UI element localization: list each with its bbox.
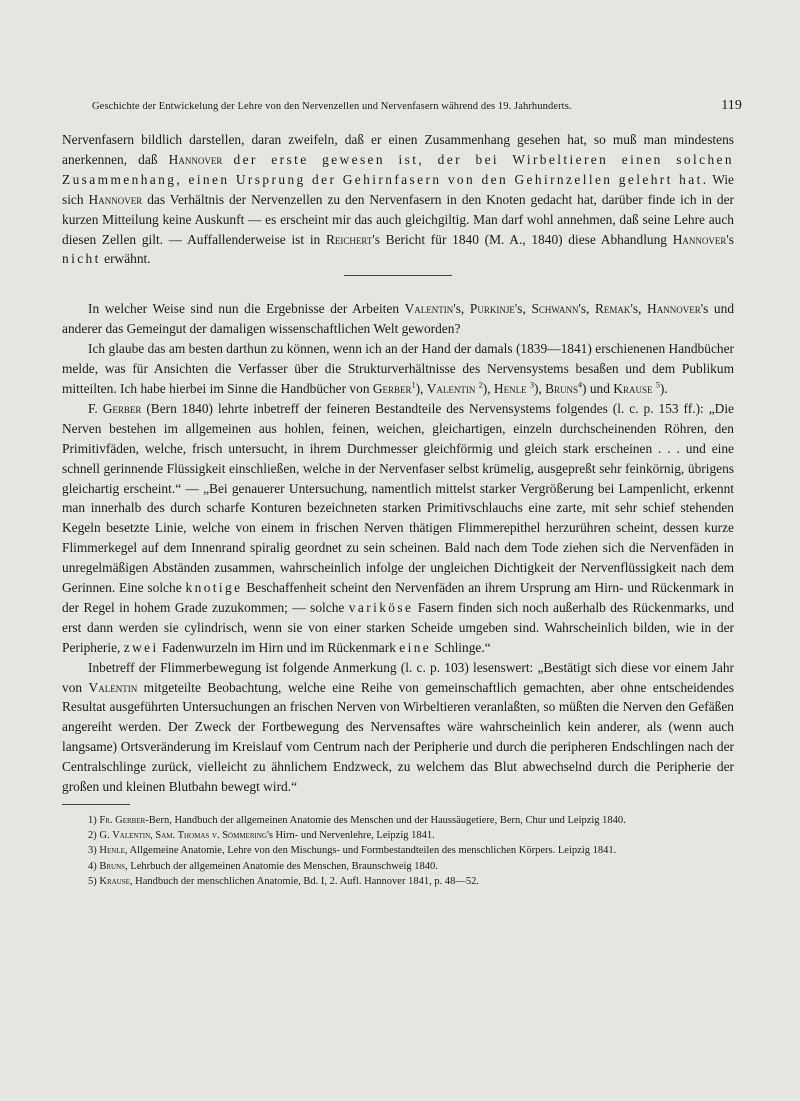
author-name: Hannover [647, 301, 701, 317]
author-name: Henle [493, 380, 527, 396]
paragraph-3: Ich glaube das am besten darthun zu können, wenn ich an der Hand der damals (1839—1841) erschienenen Handbücher melde, was für Ansichten die Verfasser über die Strukturverhältnisse des Nervensystems besaßen und dem Publikum mitteilten. Ich habe hierbei im Sinne die Handbücher von Gerber$^1$), Valentin $^2$), Henle $^3$), Bruns$^4$) und Krause $^5$). [62, 341, 734, 396]
footnotes [62, 813, 734, 889]
running-title: Geschichte der Entwickelung der Lehre von den Nervenzellen und Nervenfasern während des 19. Jahrhunderts. [92, 101, 572, 112]
author-name: Hannover [168, 151, 223, 167]
emphasis-text: der erste gewesen ist, der bei Wirbeltieren einen solchen Zusammenhang, einen Ursprung der Gehirnfasern von den Gehirnzellen gelehrt hat. [62, 151, 734, 187]
footnote-ref: 5 [655, 380, 660, 390]
footnote: 3) Henle, Allgemeine Anatomie, Lehre von den Mischungs- und Formbestandteilen des menschlichen Körpers. Leipzig 1841. [88, 845, 617, 857]
footnote: 4) Bruns, Lehrbuch der allgemeinen Anatomie des Menschen, Braunschweig 1840. [88, 860, 438, 872]
author-name: Gerber [372, 380, 412, 396]
body-text [62, 130, 734, 889]
author-name: Remak [595, 301, 631, 317]
paragraph-2: In welcher Weise sind nun die Ergebnisse der Arbeiten Valentin's, Purkinje's, Schwann's, Remak's, Hannover's und anderer das Gemeingut der damaligen wissenschaftlichen Welt geworden? [62, 301, 735, 337]
author-name: Purkinje [469, 301, 515, 317]
footnote-ref: 1 [411, 380, 416, 390]
paragraph-5: Inbetreff der Flimmerbewegung ist folgende Anmerkung (l. c. p. 103) lesenswert: „Bestätigt sich diese vor einem Jahr von Valentin mitgeteilte Beobachtung, welche eine Reihe von gemeinschaftlich gemachten, aber ohne entscheidendes Resultat ausgeführten Untersuchungen an frischen Nerven von Wirbeltieren veranlaßten, so müßten die Nerven den Gefäßen angereiht werden. Der Zweck der Fortbewegung des Nervensaftes wäre wahrscheinlich kein anderer, als (wenn auch langsame) Ortsveränderung im Kreislauf vom Centrum nach der Peripherie und durch die peripheren Endschlingen nach der Centralschlinge zurück, vielleicht zu ähnlichem Endzweck, zu welchem das Blut abwechselnd durch die Peripherie der großen und kleinen Blutbahn bewegt wird.“ [62, 659, 734, 795]
author-name: Reichert [325, 231, 373, 247]
author-name: Hannover [88, 191, 143, 207]
footnote: 5) Krause, Handbuch der menschlichen Anatomie, Bd. I, 2. Aufl. Hannover 1841, p. 48—52. [88, 875, 479, 887]
page-number: 119 [721, 98, 742, 113]
footnote-divider [62, 804, 130, 805]
emphasis-text: eine [399, 639, 432, 655]
footnote: 2) G. Valentin, Sam. Thomas v. Sömmering's Hirn- und Nervenlehre, Leipzig 1841. [88, 830, 435, 842]
author-name: Valentin [404, 301, 454, 317]
emphasis-text: zwei [123, 639, 159, 655]
author-name: Hannover [672, 231, 727, 247]
author-name: Gerber [102, 400, 142, 416]
author-name: Valentin [88, 679, 138, 695]
footnote: 1) Fr. Gerber-Bern, Handbuch der allgemeinen Anatomie des Menschen und der Haussäugetiere, Bern, Chur und Leipzig 1840. [88, 815, 626, 826]
emphasis-text: variköse [348, 599, 414, 615]
author-name: Bruns [545, 380, 579, 396]
footnote-ref: 3 [529, 380, 534, 390]
footnote-ref: 2 [478, 380, 483, 390]
emphasis-text: knotige [185, 580, 243, 596]
author-name: Krause [613, 380, 653, 396]
emphasis-text: nicht [62, 251, 101, 267]
author-name: Valentin [426, 380, 476, 396]
author-name: Schwann [531, 301, 579, 317]
footnote-ref: 4 [578, 380, 583, 390]
paragraph-1: Nervenfasern bildlich darstellen, daran zweifeln, daß er einen Zusammenhang gesehen hat, so muß man mindestens anerkennen, daß Hannover der erste gewesen ist, der bei Wirbeltieren einen solchen Zusammenhang, einen Ursprung der Gehirnfasern von den Gehirnzellen gelehrt hat. Wie sich Hannover das Verhältnis der Nervenzellen zu den Nervenfasern in den Knoten gedacht hat, darüber finde ich in der kurzen Mitteilung keine Auskunft — es erscheint mir das auch gleichgiltig. Man darf wohl annehmen, daß seine Lehre auch diesen Zellen gilt. — Auffallenderweise ist in Reichert's Bericht für 1840 (M. A., 1840) diese Abhandlung Hannover's nicht erwähnt. [62, 132, 735, 267]
running-header [92, 98, 742, 113]
paragraph-4: F. Gerber (Bern 1840) lehrte inbetreff der feineren Bestandteile des Nervensystems folgendes (l. c. p. 153 ff.): „Die Nerven bestehen im allgemeinen aus hohlen, feinen, weichen, gleichartigen, einzeln durchscheinenden Röhren, den Primitivfäden, welche, frisch untersucht, in ihrem Durchmesser gleichförmig und gleich stark erscheinen . . . und eine schnell gerinnende Flüssigkeit einschließen, welche in der Nervenfaser selbst krümelig, ausgepreßt sehr feinkörnig, übrigens gleichartig erscheint.“ — „Bei genauerer Untersuchung, namentlich mittelst starker Vergrößerung bei Lampenlicht, erkennt man innerhalb des durch scharfe Konturen bezeichneten starken Primitivschlauchs eine zarte, mit sehr schief stehenden Kegeln besetzte Linie, welche von einem in frischen Nerven thätigen Flimmerepithel herzurühren scheint, dessen kurze Flimmerkegel auf dem Innenrand spiralig geordnet zu sein scheinen. Bald nach dem Tode ziehen sich die Nervenfäden in unregelmäßigen Abständen zusammen, wahrscheinlich infolge der ungleichen Dichtigkeit der Nervenflüssigkeit nach dem Gerinnen. Eine solche knotige Beschaffenheit scheint den Nervenfäden an ihrem Ursprung am Hirn- und Rückenmark in der Regel in hohem Grade zuzukommen; — solche variköse Fasern finden sich noch außerhalb des Rückenmarks, und erst dann werden sie cylindrisch, wenn sie von einer starken Scheide umgeben sind. Wahrscheinlich bilden, wie in der Peripherie, zwei Fadenwurzeln im Hirn und im Rückenmark eine Schlinge.“ [62, 400, 734, 655]
